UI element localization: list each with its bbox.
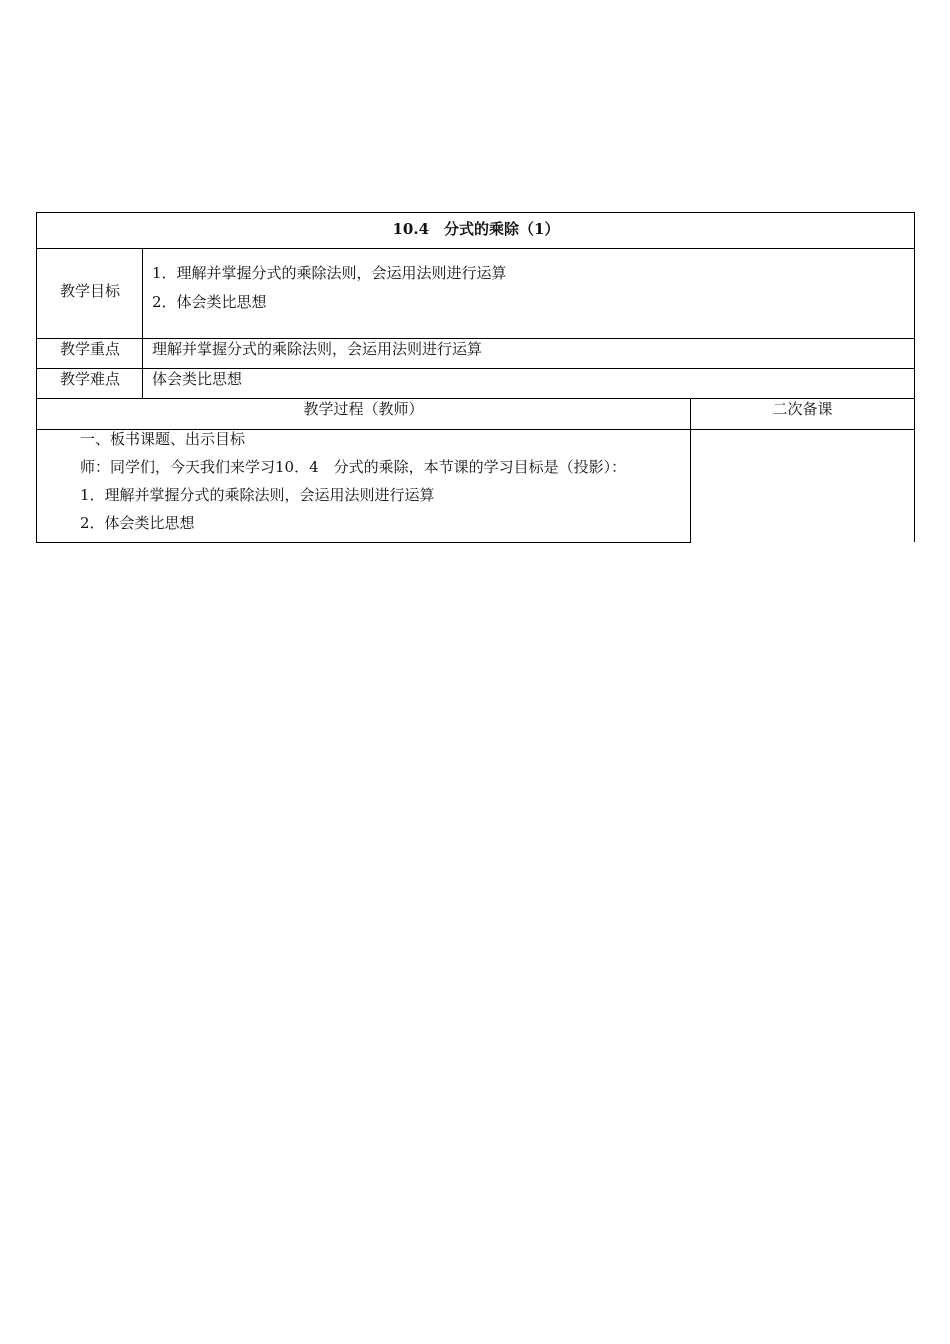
- process-line-2: 师：同学们，今天我们来学习10．4 分式的乘除，本节课的学习目标是（投影）：: [80, 458, 627, 476]
- process-line-3: 1．理解并掌握分式的乘除法则，会运用法则进行运算: [80, 486, 435, 504]
- side-column-divider: [690, 398, 691, 543]
- page-title: 10.4 分式的乘除（1）: [392, 220, 560, 238]
- table-border-bottom: [36, 542, 691, 543]
- process-header: 教学过程（教师）: [303, 400, 424, 418]
- row-divider-title: [36, 248, 915, 249]
- process-line-4: 2．体会类比思想: [80, 514, 195, 532]
- key-points-label: 教学重点: [59, 340, 120, 358]
- objectives-label: 教学目标: [59, 282, 120, 300]
- process-line-1: 一、板书课题、出示目标: [80, 430, 246, 448]
- table-border-right-upper: [914, 212, 915, 542]
- difficulties-label: 教学难点: [59, 370, 120, 388]
- objective-item-2: 2．体会类比思想: [152, 293, 267, 311]
- objective-item-1: 1．理解并掌握分式的乘除法则，会运用法则进行运算: [152, 264, 507, 282]
- difficulties-content: 体会类比思想: [152, 370, 243, 388]
- key-points-content: 理解并掌握分式的乘除法则，会运用法则进行运算: [152, 340, 483, 358]
- side-header: 二次备课: [772, 400, 833, 418]
